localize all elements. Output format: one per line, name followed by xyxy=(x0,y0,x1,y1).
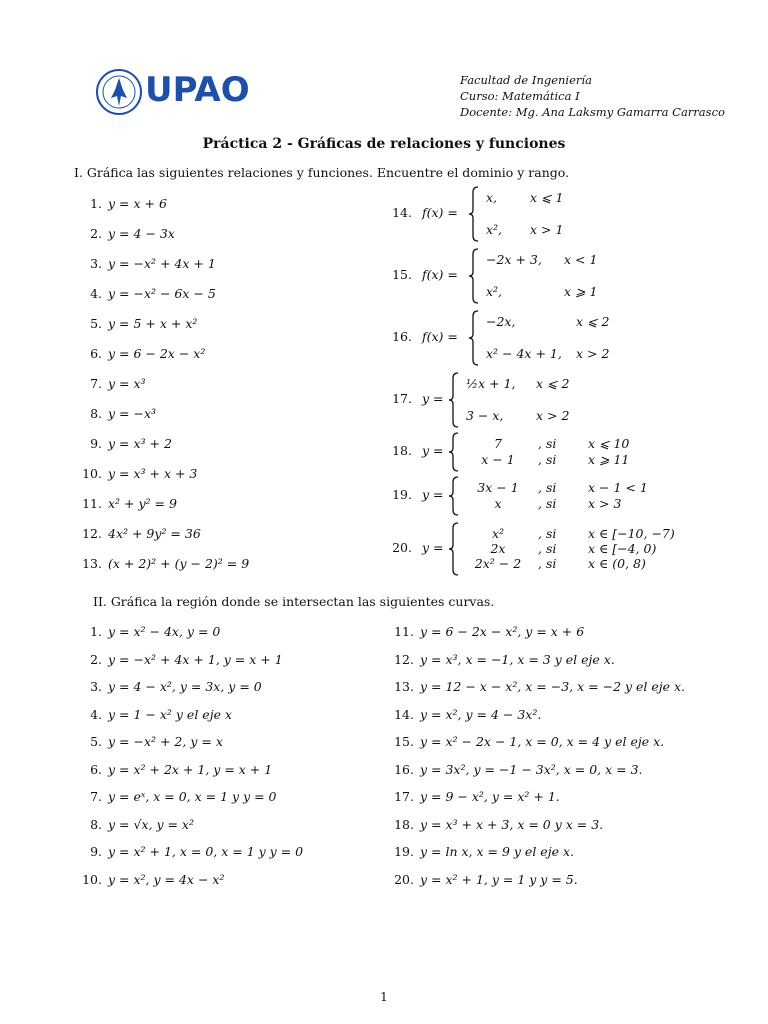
item-expression: y = x³ xyxy=(108,376,146,391)
piecewise-lhs: y = xyxy=(418,540,444,555)
item-expression: 4x² + 9y² = 36 xyxy=(108,526,201,541)
item-number: 5. xyxy=(90,316,102,331)
piecewise-item xyxy=(390,436,710,468)
case-expression: 2x xyxy=(490,541,506,556)
teacher-line: Docente: Mg. Ana Laksmy Gamarra Carrasco xyxy=(460,105,725,119)
case-condition: x ∈ [−4, 0) xyxy=(588,541,657,556)
list-item xyxy=(80,624,220,639)
page-number: 1 xyxy=(380,990,388,1004)
case-expression: 7 xyxy=(494,436,502,451)
list-item xyxy=(80,707,232,722)
piecewise-label xyxy=(390,329,458,344)
case-condition: x > 1 xyxy=(530,222,564,237)
item-number: 17. xyxy=(392,391,412,406)
case-condition: x ⩾ 1 xyxy=(564,284,598,299)
piecewise-lhs: y = xyxy=(418,443,444,458)
case-condition: x ∈ (0, 8) xyxy=(588,556,646,571)
case-expression: ½x + 1, xyxy=(466,376,516,391)
list-item xyxy=(80,466,197,481)
item-number: 5. xyxy=(90,734,102,749)
list-item xyxy=(392,844,574,859)
case-si: , si xyxy=(538,496,557,511)
list-item xyxy=(80,679,262,694)
case-condition: x ⩽ 2 xyxy=(536,376,570,391)
left-brace-icon xyxy=(468,248,480,304)
item-expression: y = x² − 2x − 1, x = 0, x = 4 y el eje x. xyxy=(420,734,665,749)
item-number: 11. xyxy=(82,496,102,511)
list-item xyxy=(80,436,172,451)
item-number: 16. xyxy=(392,329,412,344)
piecewise-item xyxy=(390,314,710,362)
item-number: 19. xyxy=(394,844,414,859)
item-number: 6. xyxy=(90,761,102,777)
item-expression: x² + y² = 9 xyxy=(108,496,177,511)
case-si: , si xyxy=(538,526,557,541)
item-expression: y = √x, y = x² xyxy=(108,816,194,832)
piecewise-lhs: f(x) = xyxy=(418,329,458,344)
case-condition: x − 1 < 1 xyxy=(588,480,648,495)
item-expression: y = x³ + x + 3 xyxy=(108,466,198,481)
case-expression: x² xyxy=(491,526,505,541)
case-condition: x > 2 xyxy=(536,408,570,423)
item-expression: (x + 2)² + (y − 2)² = 9 xyxy=(108,556,250,571)
piecewise-lhs: f(x) = xyxy=(418,205,458,220)
case-condition: x > 3 xyxy=(588,496,622,511)
case-si: , si xyxy=(538,556,557,571)
list-item xyxy=(392,679,685,694)
list-item xyxy=(80,376,146,391)
item-expression: y = 6 − 2x − x² xyxy=(108,346,206,361)
case-si: , si xyxy=(538,541,557,556)
case-condition: x > 2 xyxy=(576,346,610,361)
item-number: 20. xyxy=(394,871,414,887)
list-item xyxy=(80,734,223,749)
item-number: 13. xyxy=(82,556,102,571)
course-line: Curso: Matemática I xyxy=(460,89,580,103)
logo-text: UPAO xyxy=(145,70,250,110)
left-brace-icon xyxy=(468,310,480,366)
item-number: 19. xyxy=(392,487,412,502)
faculty-line: Facultad de Ingeniería xyxy=(460,73,592,87)
case-expression: x, xyxy=(486,190,498,205)
case-condition: x ⩽ 1 xyxy=(530,190,564,205)
item-number: 7. xyxy=(90,789,102,804)
item-number: 18. xyxy=(392,443,412,458)
item-expression: y = −x² + 4x + 1 xyxy=(108,256,216,271)
left-brace-icon xyxy=(448,476,460,516)
case-expression: 3x − 1 xyxy=(477,480,519,495)
case-condition: x ⩾ 11 xyxy=(588,452,630,467)
list-item xyxy=(80,256,216,271)
piecewise-item xyxy=(390,480,710,512)
list-item xyxy=(392,762,643,777)
piecewise-label xyxy=(390,540,443,555)
item-expression: y = x³ + x + 3, x = 0 y x = 3. xyxy=(420,816,604,832)
list-item xyxy=(80,652,283,667)
item-expression: y = −x³ xyxy=(108,406,157,421)
list-item xyxy=(80,226,175,241)
list-item xyxy=(80,316,197,331)
list-item xyxy=(392,817,603,832)
piecewise-item xyxy=(390,252,710,300)
item-number: 9. xyxy=(90,844,102,859)
item-expression: y = x² + 1, x = 0, x = 1 y y = 0 xyxy=(108,844,304,859)
piecewise-lhs: y = xyxy=(418,391,444,406)
item-expression: y = ln x, x = 9 y el eje x. xyxy=(420,844,574,859)
item-expression: y = 3x², y = −1 − 3x², x = 0, x = 3. xyxy=(420,761,643,777)
piecewise-lhs: f(x) = xyxy=(418,267,458,282)
piecewise-item xyxy=(390,526,710,572)
case-condition: x ⩽ 2 xyxy=(576,314,610,329)
item-number: 16. xyxy=(394,761,414,777)
item-number: 9. xyxy=(90,436,102,451)
list-item xyxy=(392,624,584,639)
item-expression: y = x² + 1, y = 1 y y = 5. xyxy=(420,871,578,887)
piecewise-label xyxy=(390,391,443,406)
university-seal-icon xyxy=(95,68,143,116)
case-expression: x², xyxy=(486,284,503,299)
case-si: , si xyxy=(538,436,557,451)
left-brace-icon xyxy=(468,186,480,242)
item-expression: y = x², y = 4x − x² xyxy=(108,871,225,887)
item-expression: y = x² + 2x + 1, y = x + 1 xyxy=(108,761,273,777)
case-si: , si xyxy=(538,480,557,495)
list-item xyxy=(80,872,224,887)
case-expression: x xyxy=(494,496,502,511)
upao-logo xyxy=(95,68,250,114)
item-number: 8. xyxy=(90,406,102,421)
item-expression: y = x² − 4x, y = 0 xyxy=(108,624,221,639)
left-brace-icon xyxy=(448,522,460,576)
item-expression: y = 9 − x², y = x² + 1. xyxy=(420,789,560,804)
piecewise-item xyxy=(390,190,710,238)
item-number: 17. xyxy=(394,789,414,804)
list-item xyxy=(392,872,578,887)
item-number: 1. xyxy=(90,624,102,639)
item-number: 1. xyxy=(90,196,102,211)
list-item xyxy=(392,734,664,749)
item-number: 10. xyxy=(82,466,102,481)
item-expression: y = 5 + x + x² xyxy=(108,316,198,331)
item-expression: y = −x² + 4x + 1, y = x + 1 xyxy=(108,651,283,667)
section1-heading: I. Gráfica las siguientes relaciones y funciones. Encuentre el dominio y rango. xyxy=(74,165,570,180)
list-item xyxy=(392,652,615,667)
case-expression: −2x, xyxy=(486,314,516,329)
item-number: 6. xyxy=(90,346,102,361)
item-expression: y = 6 − 2x − x², y = x + 6 xyxy=(420,624,585,639)
section2-heading: II. Gráfica la región donde se intersectan las siguientes curvas. xyxy=(93,594,495,609)
list-item xyxy=(80,496,177,511)
piecewise-item xyxy=(390,376,710,424)
item-expression: y = x³, x = −1, x = 3 y el eje x. xyxy=(420,651,615,667)
page-title: Práctica 2 - Gráficas de relaciones y funciones xyxy=(202,136,566,152)
list-item xyxy=(392,789,560,804)
list-item xyxy=(80,406,156,421)
list-item xyxy=(80,196,167,211)
case-expression: 3 − x, xyxy=(466,408,504,423)
item-expression: y = eˣ, x = 0, x = 1 y y = 0 xyxy=(108,789,277,804)
item-number: 8. xyxy=(90,816,102,832)
item-expression: y = x + 6 xyxy=(108,196,167,211)
list-item xyxy=(80,789,277,804)
item-number: 11. xyxy=(394,624,414,639)
list-item xyxy=(80,817,194,832)
item-number: 13. xyxy=(394,679,414,694)
item-number: 4. xyxy=(90,706,102,722)
item-number: 18. xyxy=(394,816,414,832)
item-number: 7. xyxy=(90,376,102,391)
item-number: 15. xyxy=(394,734,414,749)
item-number: 14. xyxy=(392,205,412,220)
case-condition: x ⩽ 10 xyxy=(588,436,630,451)
item-number: 15. xyxy=(392,267,412,282)
item-expression: y = −x² + 2, y = x xyxy=(108,734,223,749)
piecewise-label xyxy=(390,267,458,282)
item-number: 12. xyxy=(82,526,102,541)
header-info xyxy=(460,72,725,120)
item-expression: y = 4 − x², y = 3x, y = 0 xyxy=(108,679,262,694)
item-number: 14. xyxy=(394,706,414,722)
item-number: 3. xyxy=(90,256,102,271)
piecewise-label xyxy=(390,487,443,502)
case-expression: x − 1 xyxy=(481,452,515,467)
left-brace-icon xyxy=(448,372,460,428)
case-si: , si xyxy=(538,452,557,467)
list-item xyxy=(392,707,541,722)
case-condition: x < 1 xyxy=(564,252,598,267)
case-expression: x² − 4x + 1, xyxy=(486,346,562,361)
list-item xyxy=(80,286,216,301)
item-number: 3. xyxy=(90,679,102,694)
list-item xyxy=(80,762,272,777)
list-item xyxy=(80,346,205,361)
case-condition: x ∈ [−10, −7) xyxy=(588,526,675,541)
piecewise-lhs: y = xyxy=(418,487,444,502)
list-item xyxy=(80,526,201,541)
item-expression: y = 1 − x² y el eje x xyxy=(108,706,232,722)
piecewise-label xyxy=(390,443,443,458)
item-expression: y = 12 − x − x², x = −3, x = −2 y el eje x. xyxy=(420,679,686,694)
item-number: 2. xyxy=(90,226,102,241)
case-expression: 2x² − 2 xyxy=(474,556,522,571)
item-expression: y = −x² − 6x − 5 xyxy=(108,286,216,301)
list-item xyxy=(80,556,249,571)
case-expression: −2x + 3, xyxy=(486,252,542,267)
item-number: 12. xyxy=(394,651,414,667)
item-expression: y = 4 − 3x xyxy=(108,226,175,241)
piecewise-label xyxy=(390,205,458,220)
item-number: 20. xyxy=(392,540,412,555)
case-expression: x², xyxy=(486,222,503,237)
item-expression: y = x², y = 4 − 3x². xyxy=(420,706,542,722)
item-number: 10. xyxy=(82,871,102,887)
item-number: 2. xyxy=(90,651,102,667)
list-item xyxy=(80,844,303,859)
item-expression: y = x³ + 2 xyxy=(108,436,172,451)
item-number: 4. xyxy=(90,286,102,301)
left-brace-icon xyxy=(448,432,460,472)
